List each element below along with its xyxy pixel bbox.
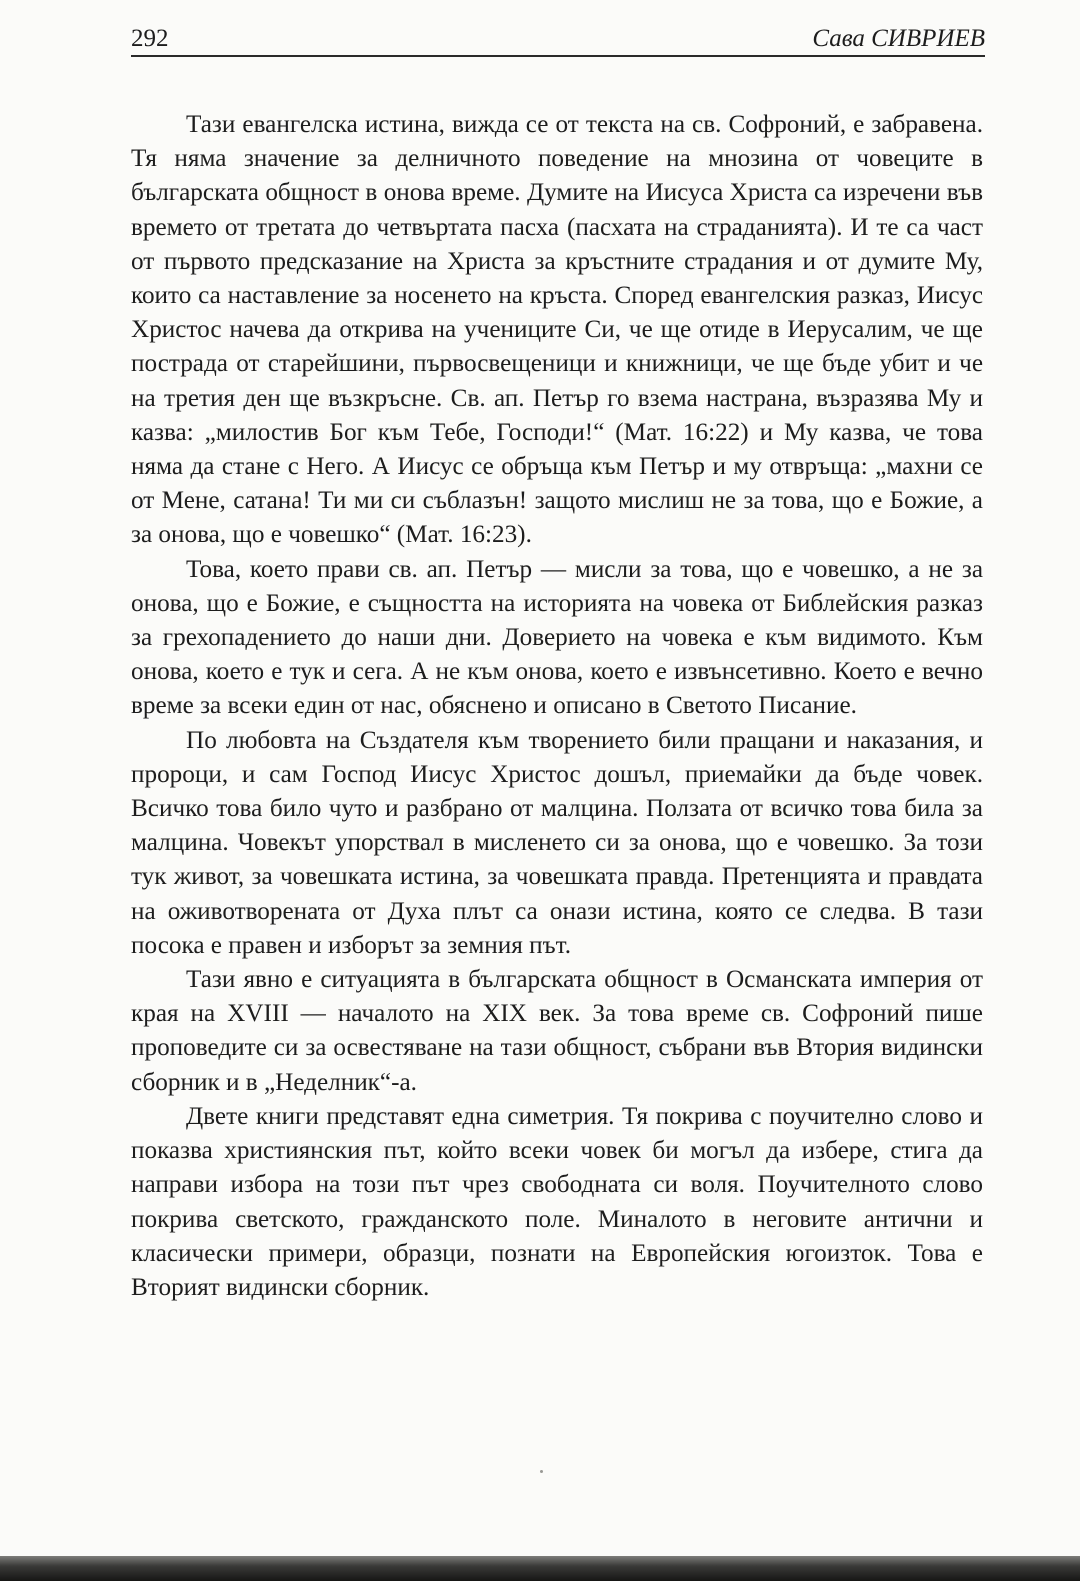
paragraph-5: Двете книги представят една симетрия. Тя покрива с поучително слово и показва християнския път, който всеки човек би могъл да избере, стига да направи избора на този път чрез свободната си воля. Поучителното слово покрива светското, гражданското поле. Миналото в неговите антични и класически примери, образци, познати на Европейския югоизток. Това е Вторият видински сборник.: [131, 1102, 983, 1301]
scan-speck: [540, 1470, 543, 1473]
page-header: [131, 22, 985, 56]
running-title: Сава СИВРИЕВ: [812, 25, 985, 52]
paragraph-2: Това, което прави св. ап. Петър — мисли за това, що е човешко, а не за онова, що е Божие, е същността на историята на човека от Библейския разказ за грехопадението до наши дни. Доверието на човека е към видимото. Към онова, което е тук и сега. А не към онова, което е извънсетивно. Което е вечно време за всеки един от нас, обяснено и описано в Светото Писание.: [131, 555, 983, 720]
scan-edge-shadow: [0, 1556, 1080, 1581]
body-text: [131, 108, 983, 1305]
header-rule: [131, 55, 985, 57]
paragraph-1: Тази евангелска истина, вижда се от текста на св. Софроний, е забравена. Тя няма значение за делничното поведение на мнозина от човеците в българската общност в онова време. Думите на Иисуса Христа са изречени във времето от третата до четвъртата пасха (пасхата на страданията). И те са част от първото предсказание на Христа за кръстните страдания и от думите Му, които са наставление за носенето на кръста. Според евангелския разказ, Иисус Христос начева да открива на учениците Си, че ще отиде в Иерусалим, че ще пострада от старейшини, първосвещеници и книжници, че ще бъде убит и че на третия ден ще възкръсне. Св. ап. Петър го взема настрана, възразява Му и казва: „милостив Бог към Тебе, Господи!“ (Мат. 16:22) и Му казва, че това няма да стане с Него. А Иисус се обръща към Петър и му отвръща: „махни се от Мене, сатана! Ти ми си съблазън! защото мислиш не за това, що е Божие, а за онова, що е човешко“ (Мат. 16:23).: [131, 111, 983, 549]
paragraph-3: По любовта на Създателя към творението били пращани и наказания, и пророци, и сам Господ Иисус Христос дошъл, приемайки да бъде човек. Всичко това било чуто и разбрано от малцина. Ползата от всичко това била за малцина. Човекът упорствал в мисленето си за онова, що е човешко. За този тук живот, за човешката истина, за човешката правда. Претенцията и правдата на оживотворената от Духа плът са онази истина, която се следва. В тази посока е правен и изборът за земния път.: [131, 726, 983, 959]
page-number: 292: [131, 25, 169, 52]
paragraph-4: Тази явно е ситуацията в българската общност в Османската империя от края на XVIII — началото на XIX век. За това време св. Софроний пише проповедите си за освестяване на тази общност, събрани във Втория видински сборник и в „Неделник“-а.: [131, 966, 983, 1096]
